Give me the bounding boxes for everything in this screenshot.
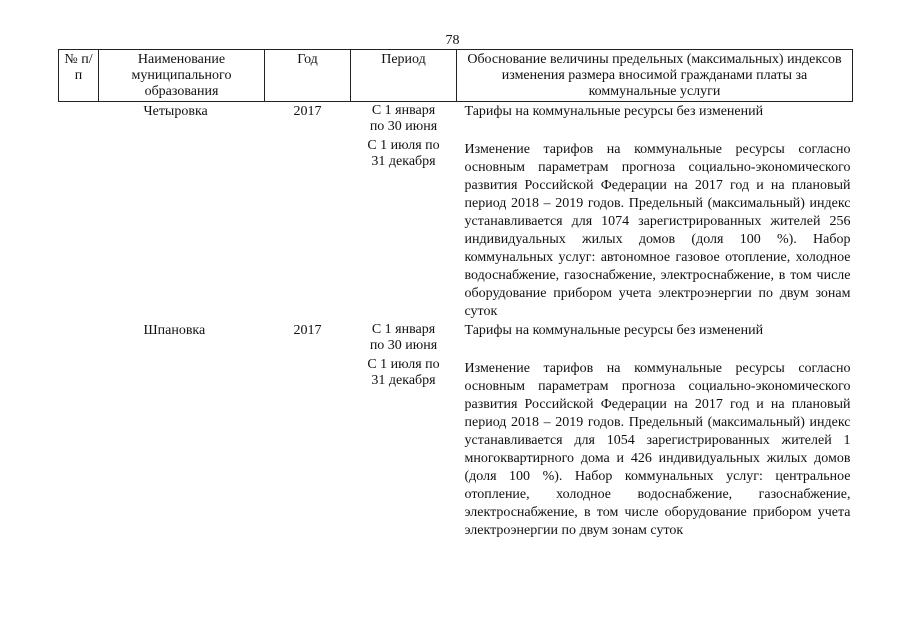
tariff-table [58, 49, 853, 540]
period-line: С 1 июля по [367, 138, 440, 153]
header-name: Наименование муниципального образования [99, 50, 265, 102]
basis-text: Тарифы на коммунальные ресурсы без изменений [464, 323, 764, 338]
basis-text: Изменение тарифов на коммунальные ресурсы согласно основным параметрам прогноза социально-экономического развития Российской Федерации на 2017 год и на плановый период 2018 – 2019 годов. Предельный (максимальный) индекс устанавливается для 1074 зарегистрированных жителей 256 индивидуальных жилых домов (доля 100 %). Набор коммунальных услуг: автономное газовое отопление, холодное водоснабжение, газоснабжение, электроснабжение, в том числе оборудование прибором учета электроэнергии по двум зонам суток [464, 142, 851, 319]
row-number [59, 135, 99, 321]
header-basis: Обоснование величины предельных (максимальных) индексов изменения размера вносимой гражданами платы за коммунальные услуги [457, 50, 853, 102]
period-line: С 1 января [371, 103, 436, 118]
header-num: № п/п [59, 50, 99, 102]
period-line: 31 декабря [371, 154, 436, 169]
municipality-name: Четыровка [143, 104, 208, 119]
period-line: по 30 июня [369, 338, 438, 353]
row-number [59, 102, 99, 136]
basis-text: Тарифы на коммунальные ресурсы без изменений [464, 104, 764, 119]
page-number: 78 [445, 33, 460, 48]
period-first-half [351, 321, 457, 354]
period-line: С 1 июля по [367, 357, 440, 372]
row-number [59, 321, 99, 354]
row-number [59, 354, 99, 540]
header-year: Год [265, 50, 351, 102]
row-year: 2017 [293, 323, 322, 338]
table-row [59, 102, 853, 136]
period-line: 31 декабря [371, 373, 436, 388]
period-line: по 30 июня [369, 119, 438, 134]
period-line: С 1 января [371, 322, 436, 337]
table-header-row [59, 50, 853, 102]
period-second-half [351, 135, 457, 321]
table-row [59, 321, 853, 354]
header-period: Период [351, 50, 457, 102]
basis-text: Изменение тарифов на коммунальные ресурсы согласно основным параметрам прогноза социально-экономического развития Российской Федерации на 2017 год и на плановый период 2018 – 2019 годов. Предельный (максимальный) индекс устанавливается для 1054 зарегистрированных жителей 1 многоквартирного дома и 426 индивидуальных жилых домов (доля 100 %). Набор коммунальных услуг: центральное отопление, холодное водоснабжение, газоснабжение, электроснабжение, в том числе оборудование прибором учета электроэнергии по двум зонам суток [464, 361, 851, 538]
row-year: 2017 [293, 104, 322, 119]
municipality-name: Шпановка [143, 323, 206, 338]
period-second-half [351, 354, 457, 540]
period-first-half [351, 102, 457, 136]
